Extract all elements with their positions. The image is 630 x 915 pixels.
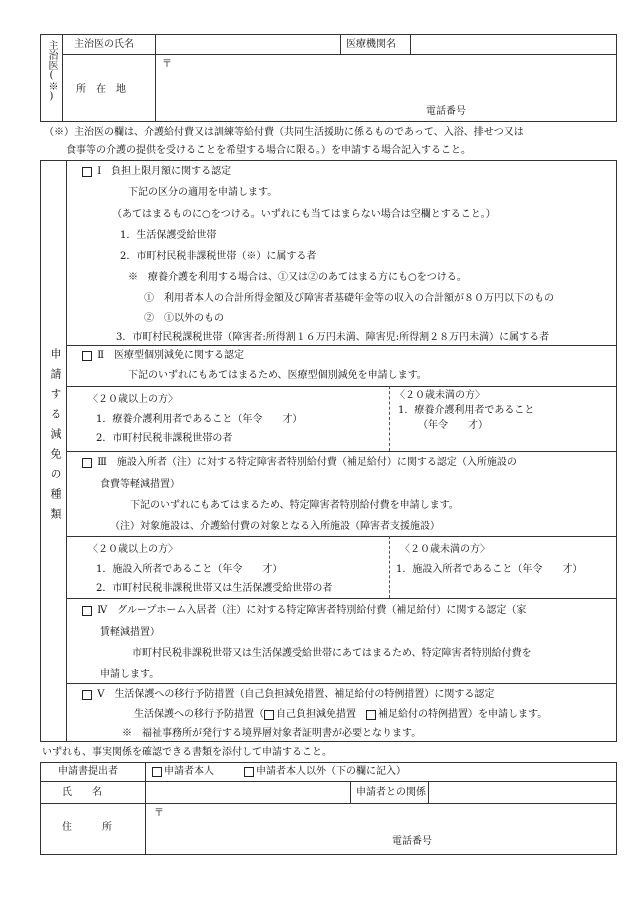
section2-left1[interactable]: 1．療養介護利用者であること（年令 才）	[96, 414, 303, 425]
section2-right2: （年令 才）	[418, 420, 488, 431]
submitter-option-self[interactable]: 申請者本人	[152, 766, 214, 778]
section2-left-head: 〈２０歳以上の方〉	[88, 394, 178, 405]
submitter-name-field[interactable]	[147, 783, 349, 802]
submitter-label: 申請書提出者	[58, 766, 118, 777]
section4-title2: 賃軽減措置）	[100, 627, 160, 638]
relation-field[interactable]	[430, 783, 615, 802]
divider	[389, 536, 390, 598]
section3-title2: 食費等軽減措置）	[100, 479, 180, 490]
section2-desc: 下記のいずれにもあてはまるため、医療型個別減免を申請します。	[128, 370, 427, 381]
section5-checkbox[interactable]	[82, 690, 92, 700]
section1-note: ※ 療養介護を利用する場合は、①又は②のあてはまる方にも○をつける。	[128, 272, 467, 283]
doctor-address-field[interactable]	[157, 56, 615, 120]
divider	[66, 386, 617, 387]
doctor-name-field[interactable]	[157, 36, 339, 53]
divider	[389, 386, 390, 451]
attach-note: いずれも、事実関係を確認できる書類を添付して申請すること。	[42, 747, 332, 758]
section1-desc: 下記の区分の適用を申請します。	[128, 187, 278, 198]
divider	[40, 803, 617, 804]
section3-left1[interactable]: 1．施設入所者であること（年令 才）	[96, 564, 283, 575]
doctor-note-line2: 食事等の介護の提供を受けることを希望する場合に限る。）を申請する場合記入すること。	[66, 145, 471, 156]
section5-desc: 生活保護への移行予防措置（ 自己負担減免措置 補足給付の特例措置）を申請します。	[134, 709, 548, 720]
section3-checkbox[interactable]	[82, 458, 92, 468]
doctor-side-label: 主治医(※)	[46, 40, 57, 102]
section4-checkbox[interactable]	[82, 606, 92, 616]
section2-left2[interactable]: 2．市町村民税非課税世帯の者	[96, 433, 233, 444]
section1-sub2[interactable]: ② ①以外のもの	[144, 313, 224, 324]
section3-note: （注）対象施設は、介護給付費の対象となる入所施設（障害者支援施設）	[110, 521, 440, 532]
section1-sub1[interactable]: ① 利用者本人の合計所得金額及び障害者基礎年金等の収入の合計額が８０万円以下のもの	[144, 293, 554, 304]
special-benefit-checkbox[interactable]	[366, 710, 376, 720]
submitter-address-field[interactable]	[147, 805, 615, 853]
reduction-side-label: 申請する減免の種類	[49, 348, 62, 528]
section2-title: Ⅱ 医療型個別減免に関する認定	[82, 350, 244, 362]
divider	[66, 683, 617, 684]
divider	[62, 34, 63, 122]
submitter-name-label: 氏 名	[62, 787, 102, 798]
section1-title: Ⅰ 負担上限月額に関する認定	[82, 166, 231, 178]
divider	[62, 54, 617, 55]
section4-title: Ⅳ グループホーム入居者（注）に対する特定障害者特別給付費（補足給付）に関する認定（家	[82, 605, 526, 617]
section4-desc1: 市町村民税非課税世帯又は生活保護受給世帯にあてはまるため、特定障害者特別給付費を	[132, 648, 532, 659]
submitter-address-label: 住 所	[62, 822, 112, 833]
section3-right1[interactable]: 1．施設入所者であること（年令 才）	[396, 564, 583, 575]
institution-field[interactable]	[412, 36, 615, 53]
divider	[66, 598, 617, 599]
submitter-phone-label: 電話番号	[392, 836, 432, 847]
section2-right-head: 〈２０歳未満の方〉	[395, 390, 485, 401]
section5-note: ※ 福祉事務所が発行する境界層対象者証明書が必要となります。	[122, 728, 422, 739]
section1-checkbox[interactable]	[82, 167, 92, 177]
institution-label: 医療機関名	[346, 39, 396, 50]
postal-mark: 〒	[162, 59, 172, 70]
section3-desc: 下記のいずれにもあてはまるため、特定障害者特別給付費を申請します。	[130, 500, 459, 511]
divider	[66, 451, 617, 452]
section2-right1[interactable]: 1．療養介護利用者であること	[398, 405, 535, 416]
section3-title: Ⅲ 施設入所者（注）に対する特定障害者特別給付費（補足給付）に関する認定（入所施設の	[82, 457, 517, 469]
submitter-postal-mark: 〒	[154, 808, 164, 819]
section1-option1[interactable]: 1．生活保護受給世帯	[120, 230, 217, 241]
section3-right-head: 〈２０歳未満の方〉	[400, 544, 490, 555]
divider	[350, 781, 351, 803]
section1-option2[interactable]: 2．市町村民税非課税世帯（※）に属する者	[120, 251, 317, 262]
divider	[428, 781, 429, 803]
doctor-note-line1: （※）主治医の欄は、介護給付費又は訓練等給付費（共同生活援助に係るものであって、入浴、排せつ又は	[44, 127, 524, 138]
divider	[66, 345, 617, 346]
section1-option3[interactable]: 3．市町村民税課税世帯（障害者:所得割１６万円未満、障害児:所得割２８万円未満）に属する者	[116, 332, 550, 343]
section4-desc2: 申請します。	[100, 669, 160, 680]
divider	[410, 34, 411, 54]
divider	[145, 762, 146, 855]
section5-title: Ⅴ 生活保護への移行予防措置（自己負担減免措置、補足給付の特例措置）に関する認定	[82, 689, 494, 701]
doctor-address-label: 所 在 地	[76, 84, 126, 95]
section2-checkbox[interactable]	[82, 351, 92, 361]
relation-label: 申請者との関係	[356, 787, 426, 798]
self-checkbox[interactable]	[152, 767, 162, 777]
other-checkbox[interactable]	[244, 767, 254, 777]
divider	[340, 34, 341, 54]
divider	[66, 536, 617, 537]
doctor-name-label: 主治医の氏名	[74, 39, 134, 50]
submitter-option-other[interactable]: 申請者本人以外（下の欄に記入）	[244, 766, 406, 778]
section3-left-head: 〈２０歳以上の方〉	[88, 544, 178, 555]
divider	[155, 34, 156, 122]
self-burden-checkbox[interactable]	[264, 710, 274, 720]
doctor-phone-label: 電話番号	[426, 106, 466, 117]
divider	[40, 781, 617, 782]
section1-paren: （あてはまるものに○をつける。いずれにも当てはまらない場合は空欄とすること。）	[112, 209, 496, 220]
section3-left2[interactable]: 2．市町村民税非課税世帯又は生活保護受給世帯の者	[96, 583, 333, 594]
